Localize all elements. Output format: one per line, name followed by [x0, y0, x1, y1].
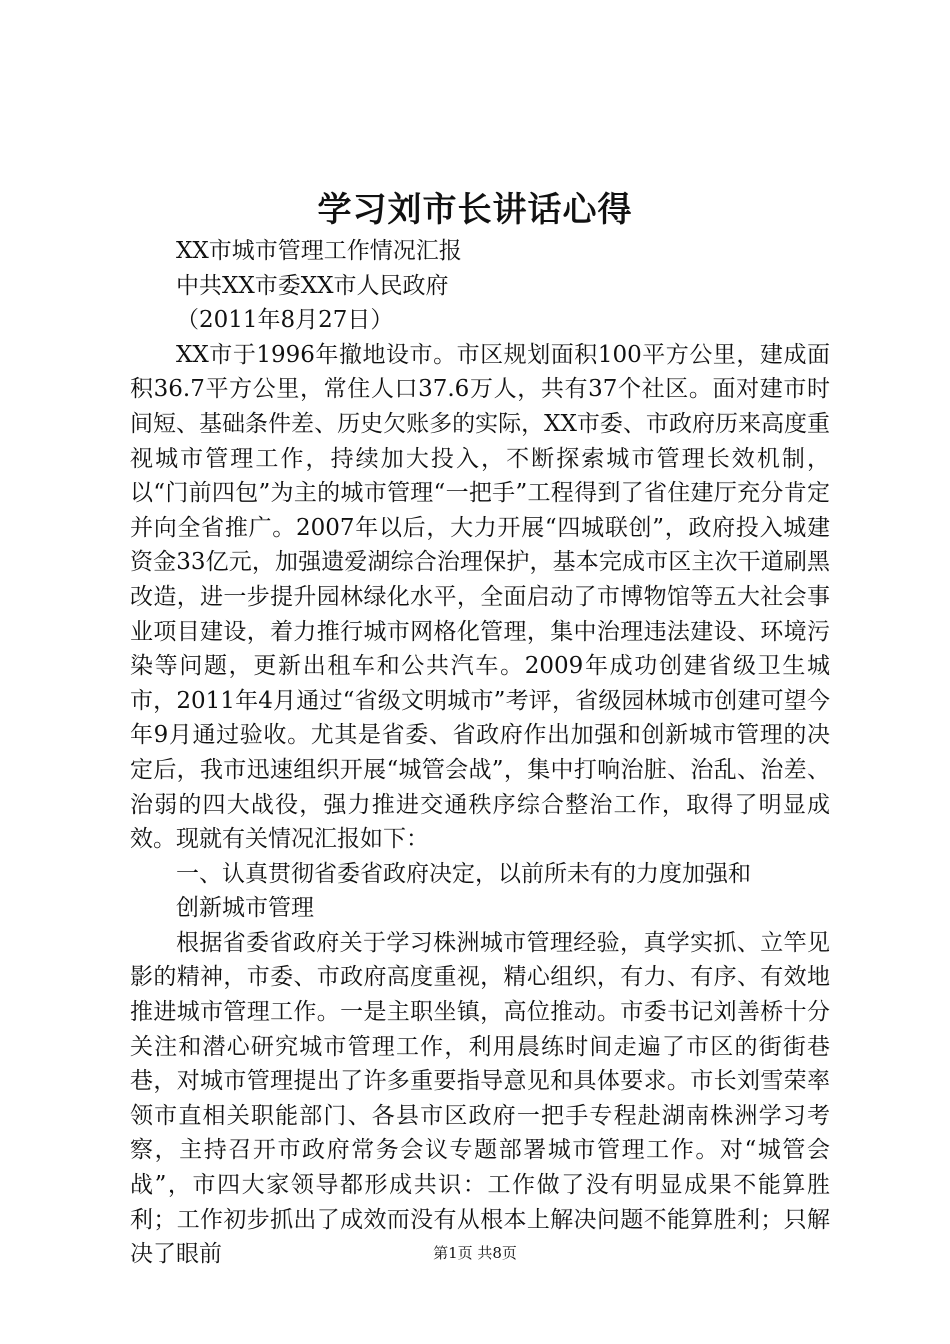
paragraph-intro: XX市于1996年撤地设市。市区规划面积100平方公里，建成面积36.7平方公里，常住人口37.6万人，共有37个社区。面对建市时间短、基础条件差、历史欠账多的实际，XX市委、市政府历来高度重视城市管理工作，持续加大投入，不断探索城市管理长效机制，以“门前四包”为主的城市管理“一把手”工程得到了省住建厅充分肯定并向全省推广。2007年以后，大力开展“四城联创”，政府投入城建资金33亿元，加强遗爱湖综合治理保护，基本完成市区主次干道刷黑改造，进一步提升园林绿化水平，全面启动了市博物馆等五大社会事业项目建设，着力推行城市网格化管理，集中治理违法建设、环境污染等问题，更新出租车和公共汽车。2009年成功创建省级卫生城市，2011年4月通过“省级文明城市”考评，省级园林城市创建可望今年9月通过验收。尤其是省委、省政府作出加强和创新城市管理的决定后，我市迅速组织开展“城管会战”，集中打响治脏、治乱、治差、治弱的四大战役，强力推进交通秩序综合整治工作，取得了明显成效。现就有关情况汇报如下： [130, 341, 830, 853]
report-title: XX市城市管理工作情况汇报 [176, 238, 462, 264]
date-line: （2011年8月27日） [176, 307, 394, 334]
document-body [130, 234, 830, 1272]
paragraph-section-1: 根据省委省政府关于学习株洲城市管理经验，真学实抓、立竿见影的精神，市委、市政府高度重视，精心组织，有力、有序、有效地推进城市管理工作。一是主职坐镇，高位推动。市委书记刘善桥十分关注和潜心研究城市管理工作，利用晨练时间走遍了市区的街街巷巷，对城市管理提出了许多重要指导意见和具体要求。市长刘雪荣率领市直相关职能部门、各县市区政府一把手专程赴湖南株洲学习考察，主持召开市政府常务会议专题部署城市管理工作。对“城管会战”，市四大家领导都形成共识：工作做了没有明显成果不能算胜利；工作初步抓出了成效而没有从根本上解决问题不能算胜利；只解决了眼前 [130, 929, 830, 1268]
section-heading-1-line-1: 一、认真贯彻省委省政府决定，以前所未有的力度加强和 [176, 860, 751, 887]
page-indicator: 第1页 共8页 [433, 1244, 517, 1262]
document-title: 学习刘市长讲话心得 [317, 190, 633, 230]
section-heading-1-line-2: 创新城市管理 [176, 895, 314, 922]
issuer-line: 中共XX市委XX市人民政府 [176, 272, 449, 299]
